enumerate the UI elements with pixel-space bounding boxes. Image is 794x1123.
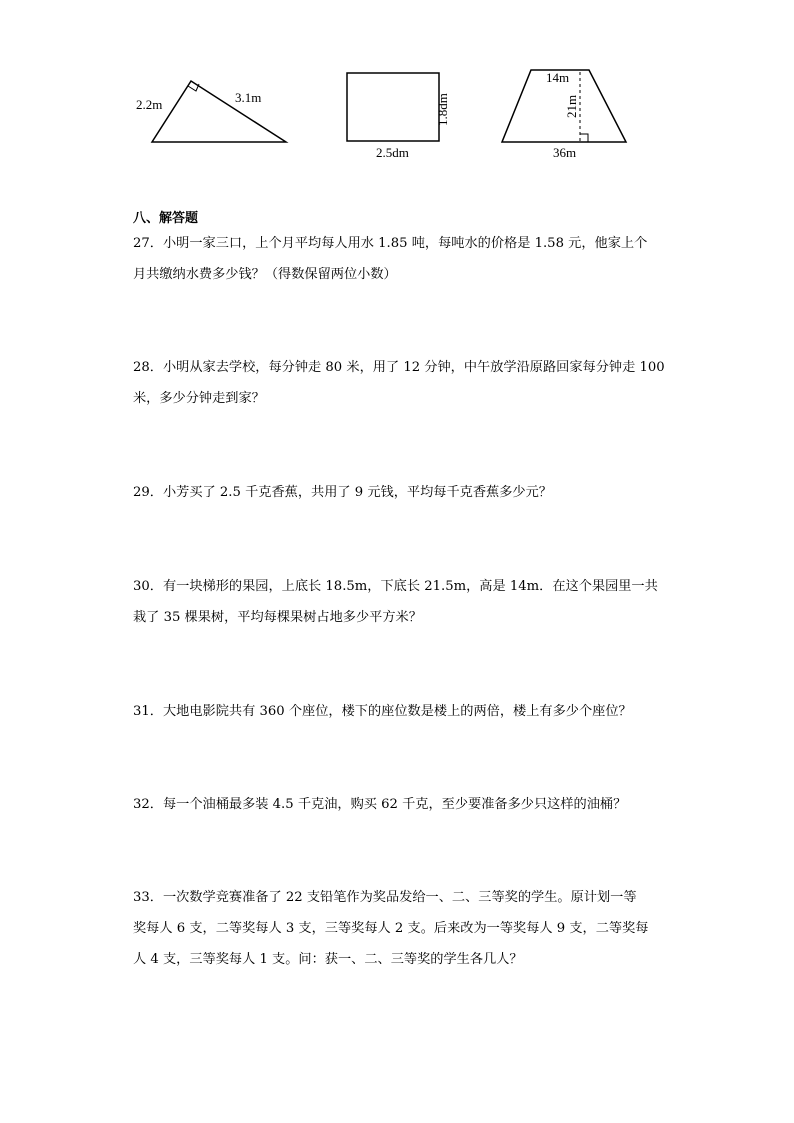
question-27 [133, 228, 663, 290]
question-line: 奖每人 6 支，二等奖每人 3 支，三等奖每人 2 支。后来改为一等奖每人 9 支，二等奖每 [133, 921, 649, 936]
question-28 [133, 352, 663, 414]
question-31 [133, 696, 663, 727]
question-line: 28．小明从家去学校，每分钟走 80 米，用了 12 分钟，中午放学沿原路回家每分钟走 100 [133, 360, 665, 375]
trapezoid-top-label: 14m [546, 70, 570, 85]
question-line: 29．小芳买了 2.5 千克香蕉，共用了 9 元钱，平均每千克香蕉多少元？ [133, 485, 552, 500]
question-line: 人 4 支，三等奖每人 1 支。问：获一、二、三等奖的学生各几人？ [133, 952, 523, 967]
right-triangle-figure [136, 81, 286, 142]
triangle-hypotenuse-label: 3.1m [235, 90, 262, 105]
trapezoid-bottom-label: 36m [553, 145, 577, 160]
question-line: 30．有一块梯形的果园，上底长 18.5m，下底长 21.5m，高是 14m．在这个果园里一共 [133, 579, 658, 594]
section-title: 八、解答题 [133, 211, 199, 226]
question-line: 米，多少分钟走到家？ [133, 391, 265, 406]
figures-row [0, 0, 794, 170]
question-line: 27．小明一家三口，上个月平均每人用水 1.85 吨，每吨水的价格是 1.58 元，他家上个 [133, 236, 648, 251]
question-29 [133, 477, 663, 508]
rectangle-figure [347, 73, 450, 160]
question-32 [133, 789, 663, 820]
question-line: 31．大地电影院共有 360 个座位，楼下的座位数是楼上的两倍，楼上有多少个座位？ [133, 704, 632, 719]
question-line: 栽了 35 棵果树，平均每棵果树占地多少平方米？ [133, 610, 422, 625]
question-line: 月共缴纳水费多少钱？（得数保留两位小数） [133, 267, 397, 282]
triangle-side-label: 2.2m [136, 97, 163, 112]
question-line: 32．每一个油桶最多装 4.5 千克油，购买 62 千克，至少要准备多少只这样的油桶？ [133, 797, 627, 812]
rectangle-width-label: 2.5dm [376, 145, 409, 160]
trapezoid-height-label: 21m [564, 94, 579, 118]
question-line: 33．一次数学竞赛准备了 22 支铅笔作为奖品发给一、二、三等奖的学生。原计划一等 [133, 890, 637, 905]
trapezoid-figure [502, 70, 626, 160]
rectangle-height-label: 1.8dm [435, 93, 450, 126]
question-33 [133, 882, 663, 975]
question-30 [133, 571, 663, 633]
